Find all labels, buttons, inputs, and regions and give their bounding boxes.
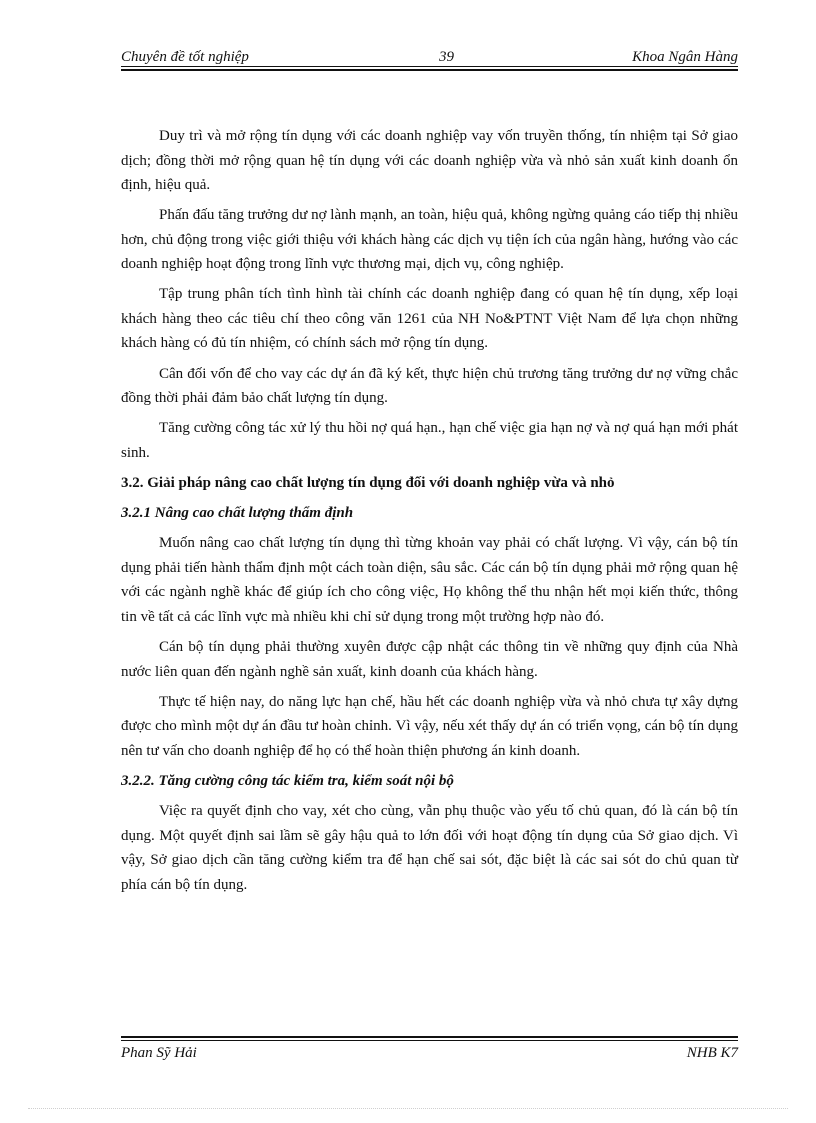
footer-author: Phan Sỹ Hải [121,1045,197,1061]
footer-rule-thick [121,1036,738,1038]
subsection-heading: 3.2.1 Nâng cao chất lượng thẩm định [121,505,354,522]
page-body [121,124,738,903]
footer-rule-thin [121,1040,738,1041]
section-heading: 3.2. Giải pháp nâng cao chất lượng tín dụng đối với doanh nghiệp vừa và nhỏ [121,474,615,491]
paragraph: Muốn nâng cao chất lượng tín dụng thì từng khoản vay phải có chất lượng. Vì vậy, cán bộ tín dụng phải tiến hành thẩm định một cách toàn diện, sâu sắc. Các cán bộ tín dụng phải mở rộng quan hệ với các ngành nghề khác để giúp ích cho công việc, Họ không thể thu nhận hết mọi kiến thức, thông tin về tất cả các lĩnh vực mà nhiều khi chỉ sử dụng trong một trường hợp nào đó. [121,535,738,625]
page-footer [121,1036,738,1066]
paragraph: Thực tế hiện nay, do năng lực hạn chế, hầu hết các doanh nghiệp vừa và nhỏ chưa tự xây dựng được cho mình một dự án đầu tư hoàn chỉnh. Vì vậy, nếu xét thấy dự án có triển vọng, cán bộ tín dụng nên tư vấn cho doanh nghiệp để họ có thể hoàn thiện phương án kinh doanh. [121,693,738,759]
header-rule-thin [121,66,738,67]
footer-class-code: NHB K7 [686,1045,738,1061]
page-header [121,46,738,68]
paragraph: Tăng cường công tác xử lý thu hồi nợ quá hạn., hạn chế việc gia hạn nợ và nợ quá hạn mới phát sinh. [121,420,738,461]
paragraph: Cân đối vốn để cho vay các dự án đã ký kết, thực hiện chủ trương tăng trưởng dư nợ vững chắc đồng thời phải đảm bảo chất lượng tín dụng. [121,365,738,407]
paragraph: Tập trung phân tích tình hình tài chính các doanh nghiệp đang có quan hệ tín dụng, xếp loại khách hàng theo các tiêu chí theo công văn 1261 của NH No&PTNT Việt Nam để lựa chọn những khách hàng có đủ tín nhiệm, có chính sách mở rộng tín dụng. [121,286,738,352]
paragraph: Duy trì và mở rộng tín dụng với các doanh nghiệp vay vốn truyền thống, tín nhiệm tại Sở giao dịch; đồng thời mở rộng quan hệ tín dụng với các doanh nghiệp vừa và nhỏ sản xuất kinh doanh ổn định, hiệu quả. [121,128,738,193]
paragraph: Phấn đấu tăng trưởng dư nợ lành mạnh, an toàn, hiệu quả, không ngừng quảng cáo tiếp thị nhiều hơn, chủ động trong việc giới thiệu với khách hàng các dịch vụ tiện ích của ngân hàng, hướng vào các doanh nghiệp hoạt động trong lĩnh vực thương mại, dịch vụ, công nghiệp. [121,207,738,273]
page-edge-divider [28,1108,788,1109]
header-rule-thick [121,69,738,71]
header-page-number: 39 [439,49,454,65]
header-faculty: Khoa Ngân Hàng [632,49,738,65]
subsection-heading: 3.2.2. Tăng cường công tác kiểm tra, kiểm soát nội bộ [121,772,454,789]
paragraph: Cán bộ tín dụng phải thường xuyên được cập nhật các thông tin về những quy định của Nhà nước liên quan đến ngành nghề sản xuất, kinh doanh của khách hàng. [121,639,738,680]
header-document-title: Chuyên đề tốt nghiệp [121,49,249,65]
paragraph: Việc ra quyết định cho vay, xét cho cùng, vẫn phụ thuộc vào yếu tố chủ quan, đó là cán bộ tín dụng. Một quyết định sai lầm sẽ gây hậu quả to lớn đối với hoạt động tín dụng của Sở giao dịch. Vì vậy, Sở giao dịch cần tăng cường kiểm tra để hạn chế sai sót, đặc biệt là các sai sót do chủ quan từ phía cán bộ tín dụng. [121,803,738,893]
